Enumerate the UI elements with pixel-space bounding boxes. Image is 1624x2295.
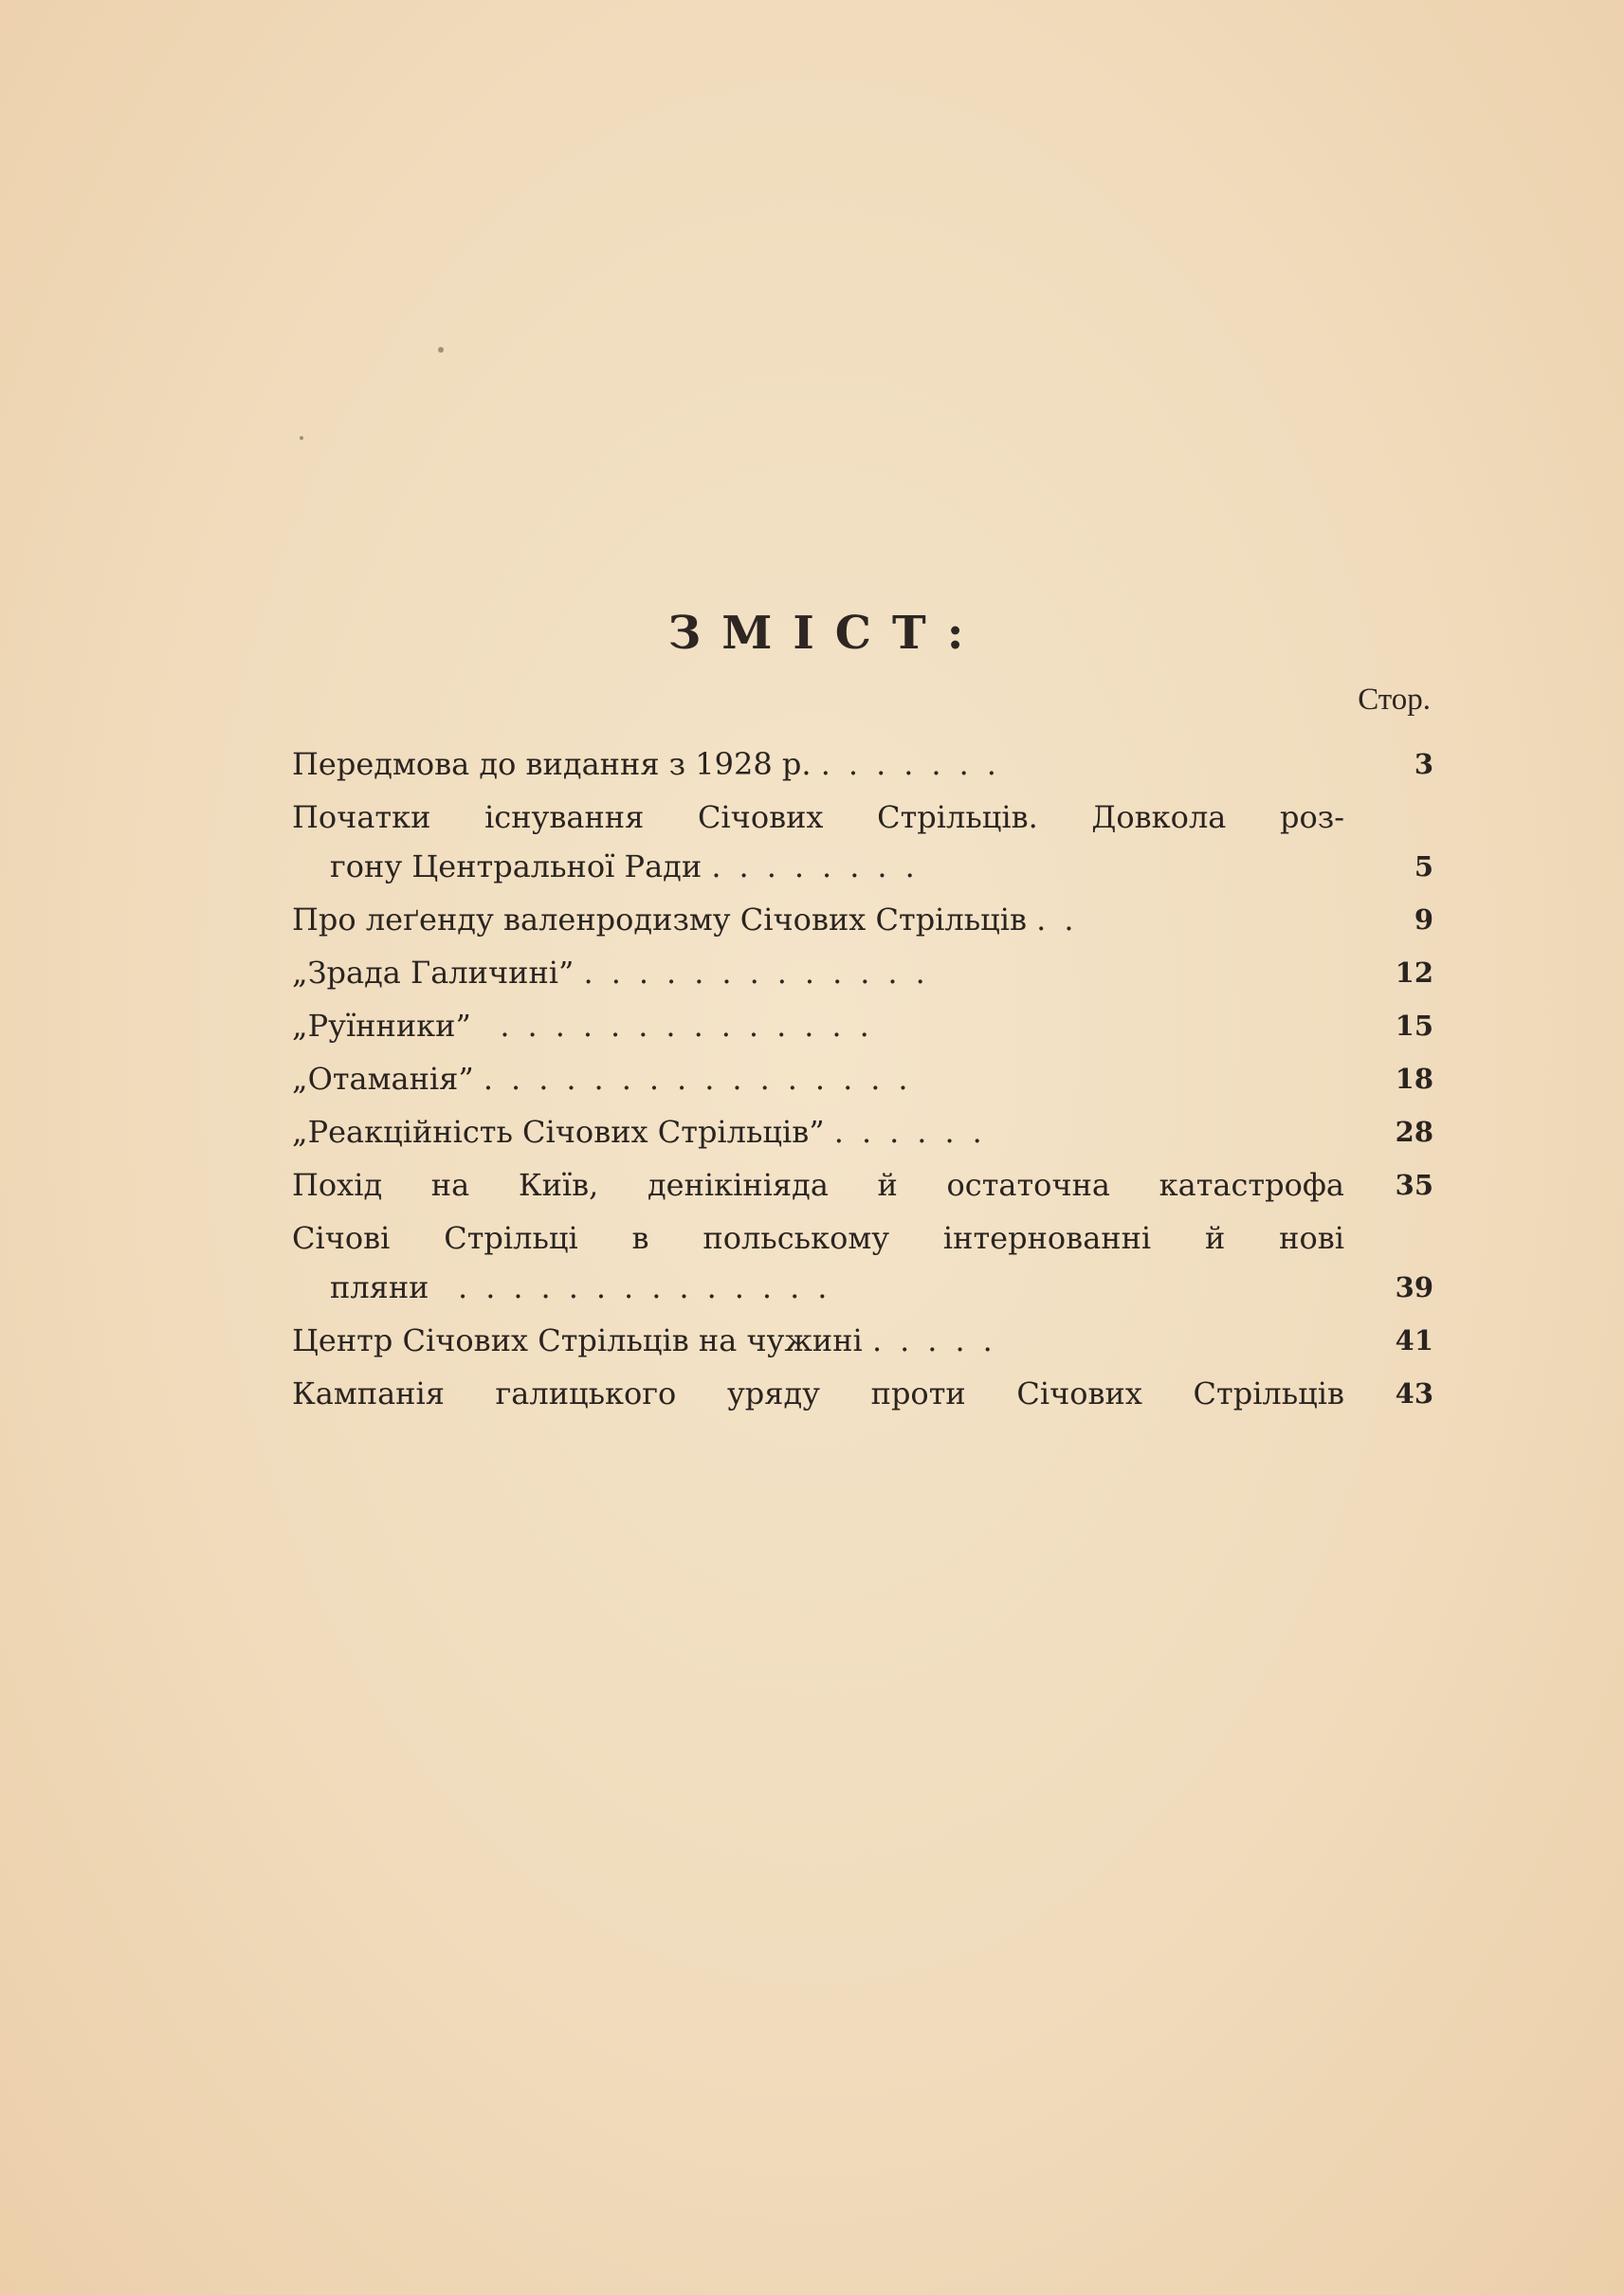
toc-entry-page: 41	[1395, 1324, 1433, 1357]
dot-leader: ........	[711, 848, 933, 884]
toc-entry-title: Центр Січових Стрільців на чужині	[292, 1322, 863, 1358]
dot-leader: ................	[483, 1061, 926, 1097]
toc-entry	[292, 1054, 1433, 1103]
toc-entry-page: 43	[1395, 1377, 1433, 1410]
paper-speck	[300, 436, 303, 440]
toc-entry-title: Про леґенду валенродизму Січових Стрільців	[292, 902, 1027, 938]
toc-entry-page: 9	[1414, 903, 1433, 936]
toc-entry-page: 15	[1395, 1010, 1433, 1042]
toc-entry-page: 5	[1414, 850, 1433, 883]
toc-entry-title: „Зрада Галичині”	[292, 955, 575, 991]
toc-entry-page: 18	[1395, 1063, 1433, 1095]
toc-entry	[292, 1316, 1433, 1365]
toc-entry	[292, 1160, 1433, 1210]
dot-leader: .............	[583, 955, 943, 991]
dot-leader: ..............	[458, 1269, 846, 1305]
toc-entry	[292, 792, 1433, 891]
dot-leader: .....	[871, 1322, 1011, 1358]
toc-entry	[292, 1213, 1433, 1312]
toc-entry-page: 12	[1395, 956, 1433, 989]
paper-speck	[438, 347, 444, 353]
toc-entry-title: Січові Стрільці в польському інтернованні й нові	[292, 1220, 1344, 1256]
toc-entry	[292, 948, 1433, 997]
toc-entry	[292, 1369, 1433, 1418]
dot-leader: .......	[820, 746, 1014, 782]
toc-title: ЗМІСТ:	[667, 607, 985, 660]
toc-entry-page: 28	[1395, 1116, 1433, 1148]
dot-leader: ..	[1036, 902, 1092, 938]
toc-entry-title-continued: гону Центральної Ради	[330, 848, 703, 884]
toc-entry-title: „Руїнники”	[292, 1008, 471, 1044]
toc-entry-title: „Отаманія”	[292, 1061, 474, 1097]
dot-leader: ..............	[500, 1008, 887, 1044]
toc-entry-title: Кампанія галицького уряду проти Січових Стрільців	[292, 1375, 1344, 1412]
toc-entry-page: 35	[1395, 1169, 1433, 1201]
toc-entry-title: Початки існування Січових Стрільців. Довкола роз-	[292, 799, 1344, 835]
dot-leader: ......	[833, 1114, 1000, 1150]
toc-entry-title-continued: пляни	[330, 1269, 429, 1305]
toc-entry	[292, 1001, 1433, 1050]
toc-entry	[292, 895, 1433, 944]
toc-entry-title: Похід на Київ, денікініяда й остаточна катастрофа	[292, 1167, 1344, 1203]
toc-entry-title: „Реакційність Січових Стрільців”	[292, 1114, 825, 1150]
toc-entry-page: 3	[1414, 748, 1433, 780]
toc-entry	[292, 1107, 1433, 1157]
page-column-header: Стор.	[1358, 683, 1431, 717]
toc-entry	[292, 739, 1433, 789]
toc-entry-page: 39	[1395, 1271, 1433, 1303]
toc-list	[292, 739, 1433, 1422]
toc-entry-title: Передмова до видання з 1928 р.	[292, 746, 812, 782]
